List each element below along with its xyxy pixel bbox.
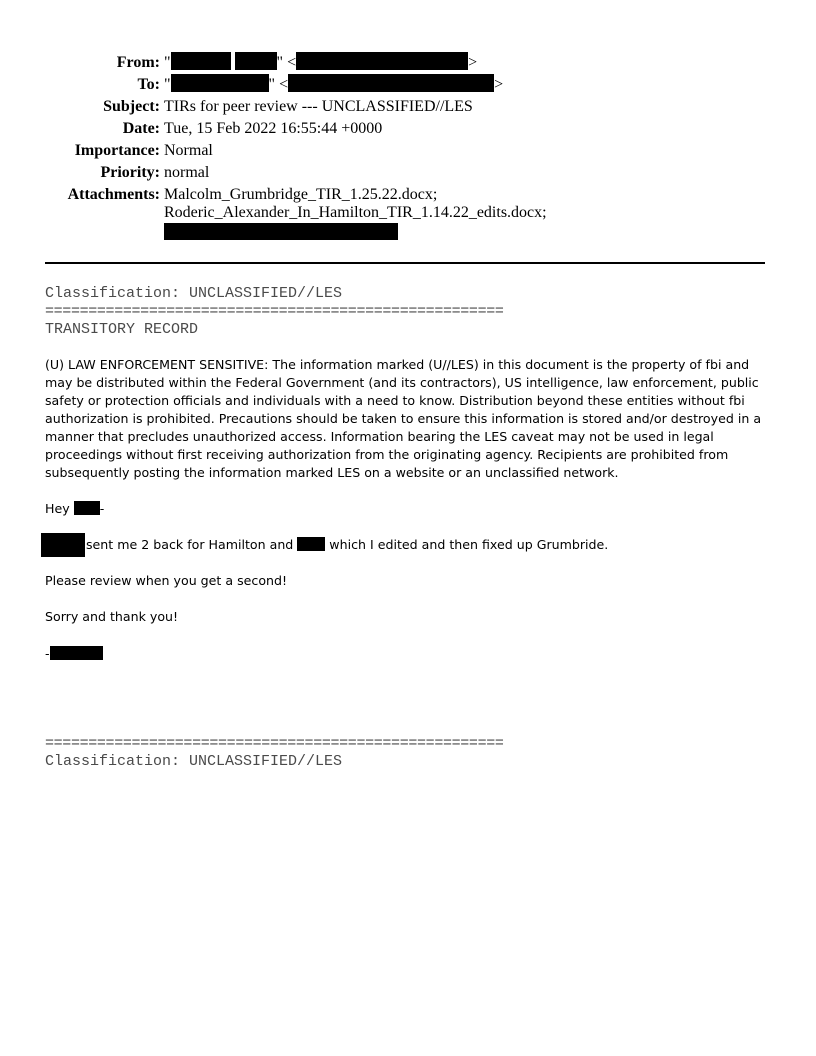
classification-banner-top: Classification: UNCLASSIFIED//LES <box>45 285 343 302</box>
attachment-item-redacted <box>164 222 398 244</box>
date-value: Tue, 15 Feb 2022 16:55:44 +0000 <box>164 120 383 137</box>
redaction-block <box>171 74 269 92</box>
redaction-block <box>164 223 398 240</box>
les-notice-paragraph: (U) LAW ENFORCEMENT SENSITIVE: The information marked (U//LES) in this document is the property of fbi and may be distributed within the Federal Government (and its contractors), US intelligence, law enforcement, public safety or protection officials and individuals with a need to know. Distribution beyond these entities without fbi authorization is prohibited. Precautions should be taken to ensure this information is stored and/or destroyed in a manner that precludes unauthorized access. Information bearing the LES caveat may not be used in legal proceedings without first receiving authorization from the originating agency. Recipients are prohibited from subsequently posting the information marked LES on a website or an unclassified network. <box>45 357 762 480</box>
redaction-block <box>74 501 100 515</box>
to-value: " " < > <box>164 76 504 93</box>
greeting-line: Hey - <box>45 501 105 516</box>
message-line-1: sent me 2 back for Hamilton and which I edited and then fixed up Grumbride. <box>86 537 609 552</box>
subject-value: TIRs for peer review --- UNCLASSIFIED//LES <box>164 98 473 115</box>
classification-banner-bottom: Classification: UNCLASSIFIED//LES <box>45 753 343 770</box>
redaction-block <box>296 52 468 70</box>
redaction-block <box>171 52 231 70</box>
subject-label: Subject: <box>103 98 160 115</box>
attachment-item[interactable]: Malcolm_Grumbridge_TIR_1.25.22.docx; <box>164 186 438 203</box>
attachments-label: Attachments: <box>67 186 160 203</box>
from-value: " " < > <box>164 54 478 71</box>
from-label: From: <box>116 54 160 71</box>
header-divider <box>45 262 765 264</box>
redaction-block <box>50 646 103 660</box>
importance-label: Importance: <box>74 142 160 159</box>
redaction-block <box>288 74 494 92</box>
priority-label: Priority: <box>100 164 160 181</box>
message-line-2: Please review when you get a second! <box>45 573 288 588</box>
divider-line-bottom: ===================================================== <box>45 735 504 752</box>
redaction-block <box>297 537 325 551</box>
record-type-label: TRANSITORY RECORD <box>45 321 199 338</box>
to-label: To: <box>137 76 160 93</box>
redaction-block <box>41 533 85 557</box>
priority-value: normal <box>164 164 210 181</box>
divider-line: ===================================================== <box>45 303 504 320</box>
importance-value: Normal <box>164 142 213 159</box>
attachment-item[interactable]: Roderic_Alexander_In_Hamilton_TIR_1.14.22_edits.docx; <box>164 204 547 221</box>
message-line-3: Sorry and thank you! <box>45 609 179 624</box>
date-label: Date: <box>122 120 160 137</box>
redaction-block <box>235 52 277 70</box>
signoff-line: - <box>45 645 769 663</box>
